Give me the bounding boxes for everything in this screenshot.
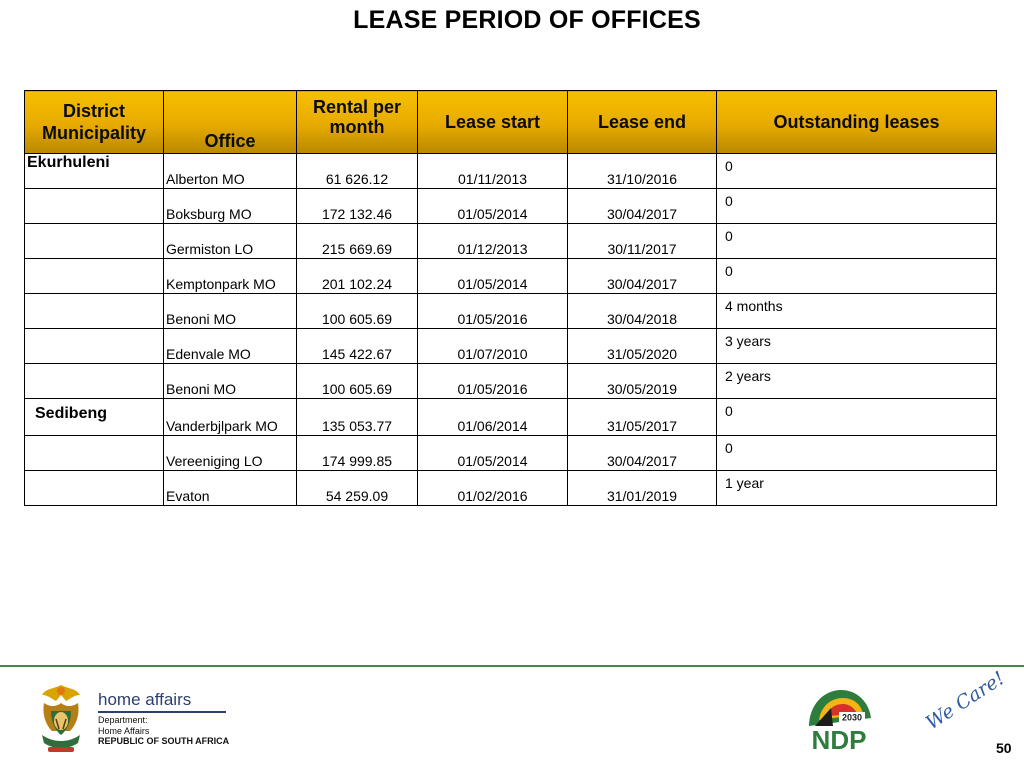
header-district: District Municipality (25, 91, 164, 154)
office-cell: Boksburg MO (164, 189, 297, 224)
outstanding-cell: 0 (717, 259, 997, 294)
rental-cell: 145 422.67 (297, 329, 418, 364)
lease-start-cell: 01/12/2013 (418, 224, 568, 259)
page-number: 50 (996, 740, 1012, 756)
table-row (25, 329, 997, 364)
rental-cell: 172 132.46 (297, 189, 418, 224)
rental-cell: 100 605.69 (297, 294, 418, 329)
district-cell (25, 436, 164, 471)
outstanding-cell: 0 (717, 154, 997, 189)
header-outstanding: Outstanding leases (717, 91, 997, 154)
outstanding-cell: 0 (717, 436, 997, 471)
district-cell (25, 189, 164, 224)
office-cell: Benoni MO (164, 294, 297, 329)
ndp-2030-logo (803, 686, 875, 752)
rental-cell: 100 605.69 (297, 364, 418, 399)
rental-cell: 135 053.77 (297, 399, 418, 436)
rental-cell: 201 102.24 (297, 259, 418, 294)
district-cell (25, 471, 164, 506)
lease-end-cell: 30/05/2019 (568, 364, 717, 399)
header-office: Office (164, 91, 297, 154)
lease-end-cell: 30/11/2017 (568, 224, 717, 259)
lease-start-cell: 01/11/2013 (418, 154, 568, 189)
lease-end-cell: 30/04/2018 (568, 294, 717, 329)
department-label (98, 715, 149, 736)
lease-end-cell: 31/01/2019 (568, 471, 717, 506)
lease-start-cell: 01/05/2014 (418, 189, 568, 224)
lease-start-cell: 01/05/2016 (418, 294, 568, 329)
rental-cell: 54 259.09 (297, 471, 418, 506)
district-cell: Ekurhuleni (25, 154, 164, 189)
table-header-row (25, 91, 997, 154)
office-cell: Alberton MO (164, 154, 297, 189)
office-cell: Vanderbjlpark MO (164, 399, 297, 436)
rental-cell: 61 626.12 (297, 154, 418, 189)
country-name: REPUBLIC OF SOUTH AFRICA (98, 736, 230, 746)
office-cell: Benoni MO (164, 364, 297, 399)
district-cell (25, 224, 164, 259)
table-row (25, 189, 997, 224)
page-title: LEASE PERIOD OF OFFICES (353, 6, 701, 34)
ndp-text: NDP (811, 725, 867, 752)
outstanding-cell: 1 year (717, 471, 997, 506)
table-row (25, 399, 997, 436)
lease-end-cell: 31/10/2016 (568, 154, 717, 189)
outstanding-cell: 0 (717, 189, 997, 224)
lease-end-cell: 30/04/2017 (568, 436, 717, 471)
office-cell: Vereeniging LO (164, 436, 297, 471)
lease-end-cell: 30/04/2017 (568, 259, 717, 294)
district-cell (25, 294, 164, 329)
department-line-1: Department: (98, 715, 148, 725)
footer-divider (0, 665, 1024, 667)
header-lease-end: Lease end (568, 91, 717, 154)
header-rental: Rental per month (297, 91, 418, 154)
table-row (25, 436, 997, 471)
outstanding-cell: 2 years (717, 364, 997, 399)
district-cell: Sedibeng (25, 399, 164, 436)
office-cell: Edenvale MO (164, 329, 297, 364)
district-cell (25, 329, 164, 364)
lease-table (24, 90, 997, 506)
table-row (25, 364, 997, 399)
outstanding-cell: 0 (717, 224, 997, 259)
department-line-2: Home Affairs (98, 725, 150, 736)
office-cell: Evaton (164, 471, 297, 506)
rental-cell: 174 999.85 (297, 436, 418, 471)
lease-end-cell: 31/05/2017 (568, 399, 717, 436)
coat-of-arms-logo (34, 681, 88, 755)
rental-cell: 215 669.69 (297, 224, 418, 259)
department-name: home affairs (98, 690, 192, 709)
outstanding-cell: 4 months (717, 294, 997, 329)
lease-end-cell: 30/04/2017 (568, 189, 717, 224)
office-cell: Kemptonpark MO (164, 259, 297, 294)
outstanding-cell: 3 years (717, 329, 997, 364)
lease-start-cell: 01/05/2016 (418, 364, 568, 399)
table-row (25, 294, 997, 329)
we-care-slogan: We Care! (922, 667, 1009, 735)
table-row (25, 154, 997, 189)
department-rule (98, 711, 226, 713)
district-cell (25, 259, 164, 294)
header-lease-start: Lease start (418, 91, 568, 154)
table-row (25, 224, 997, 259)
office-cell: Germiston LO (164, 224, 297, 259)
table-row (25, 259, 997, 294)
lease-end-cell: 31/05/2020 (568, 329, 717, 364)
lease-start-cell: 01/07/2010 (418, 329, 568, 364)
lease-start-cell: 01/06/2014 (418, 399, 568, 436)
table-row (25, 471, 997, 506)
district-cell (25, 364, 164, 399)
lease-start-cell: 01/02/2016 (418, 471, 568, 506)
lease-start-cell: 01/05/2014 (418, 259, 568, 294)
table-body (25, 154, 997, 506)
ndp-year-text: 2030 (841, 712, 863, 723)
lease-start-cell: 01/05/2014 (418, 436, 568, 471)
outstanding-cell: 0 (717, 399, 997, 436)
